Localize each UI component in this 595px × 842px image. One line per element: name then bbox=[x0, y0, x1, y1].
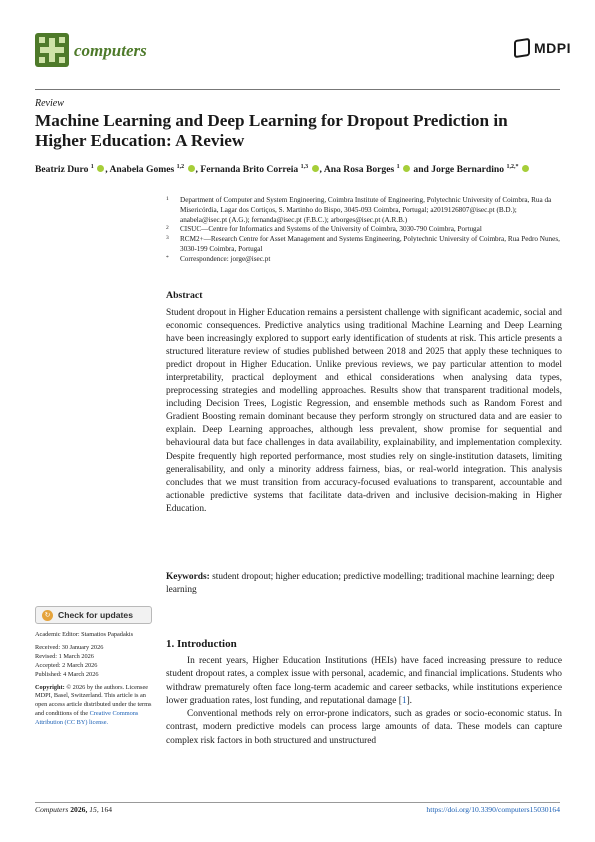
keywords bbox=[166, 571, 562, 597]
orcid-icon[interactable] bbox=[312, 165, 319, 172]
license-link[interactable]: Creative Commons Attribution (CC BY) license. bbox=[35, 710, 139, 727]
footer-divider bbox=[35, 802, 560, 803]
publisher-name: MDPI bbox=[534, 40, 571, 56]
keywords-label: Keywords: bbox=[166, 572, 210, 582]
affiliation-text: RCM2+—Research Centre for Asset Management and Systems Engineering, Polytechnic University of Coimbra, Rua Pedro Nunes, 3030-199 Coimbra, Portugal bbox=[180, 235, 560, 253]
author-name[interactable]: Beatriz Duro bbox=[35, 164, 89, 176]
page-footer bbox=[35, 805, 560, 814]
author-list: Beatriz Duro $^1$ , Anabela Gomes $^{1,2}$ , Fernanda Brito Correia $^{1,3}$ , Ana Rosa Borges $^1$ and Jorge Bernardino $^{1,2,*}$ bbox=[35, 164, 560, 175]
orcid-icon[interactable] bbox=[97, 165, 104, 172]
copyright-label: Copyright: bbox=[35, 683, 65, 691]
received-date: Received: 30 January 2026 bbox=[35, 643, 104, 651]
paragraph bbox=[166, 655, 562, 708]
article-dates bbox=[35, 644, 155, 680]
affiliation-item bbox=[166, 225, 562, 235]
orcid-icon[interactable] bbox=[188, 165, 195, 172]
correspondence-text[interactable]: Correspondence: jorge@isec.pt bbox=[180, 254, 271, 263]
header-divider bbox=[35, 89, 560, 90]
copyright-text: © 2026 by the authors. Licensee MDPI, Basel, Switzerland. This article is an open access article distributed under the terms and conditions of the bbox=[35, 683, 152, 718]
article-title: Machine Learning and Deep Learning for Dropout Prediction in Higher Education: A Review bbox=[35, 111, 508, 150]
check-for-updates-button[interactable] bbox=[35, 606, 152, 624]
footer-year: 2026, bbox=[70, 805, 88, 814]
revised-date: Revised: 1 March 2026 bbox=[35, 652, 94, 660]
author-affil-marker: 1 bbox=[396, 164, 400, 170]
paragraph-text: In recent years, Higher Education Institutions (HEIs) have faced increasing pressure to reduce student dropout rates, a complex issue with personal, academic, and financial implications. Students who withdraw prematurely often face long-term academic and career setbacks, while institutions experience lower graduation rates, lost funding, and reputational damage [ bbox=[166, 656, 562, 706]
author-affil-marker: 1,3 bbox=[300, 164, 309, 170]
author-affil-marker: 1,2,* bbox=[506, 164, 519, 170]
authors-conjunction: and bbox=[413, 164, 429, 176]
article-info-sidebar bbox=[35, 631, 155, 732]
publisher-logo bbox=[514, 39, 571, 57]
refresh-icon: ↻ bbox=[42, 610, 53, 621]
journal-name: computers bbox=[74, 41, 147, 60]
doi-link[interactable]: https://doi.org/10.3390/computers15030164 bbox=[426, 805, 560, 814]
affiliation-text: Department of Computer and System Engineering, Coimbra Institute of Engineering, Polytechnic University of Coimbra, Rua da Misericórdia, Lagar dos Cortiços, S. Martinho do Bispo, 3045-093 Coimbra, Portugal; a2019126807@isec.pt (B.D.); anabela@isec.pt (A.G.); fernanda@isec.pt (F.B.C.); arborges@isec.pt (A.R.B.) bbox=[180, 196, 552, 224]
paragraph: Conventional methods rely on error-prone indicators, such as grades or socio-economic status. In contrast, modern predictive models can process large amounts of data. These models can capture complex risk factors in both structured and unstructured bbox=[166, 709, 562, 746]
mdpi-hexagon-icon bbox=[514, 38, 530, 58]
author-name[interactable]: Anabela Gomes bbox=[109, 164, 175, 176]
accepted-date: Accepted: 2 March 2026 bbox=[35, 661, 98, 669]
footer-article-number: 164 bbox=[100, 805, 113, 814]
published-date: Published: 4 March 2026 bbox=[35, 670, 99, 678]
author-name[interactable]: Fernanda Brito Correia bbox=[200, 164, 299, 176]
section-heading: 1. Introduction bbox=[166, 638, 237, 650]
reference-link[interactable]: 1 bbox=[401, 695, 407, 706]
affiliation-number: 2 bbox=[166, 225, 169, 232]
affiliation-item bbox=[166, 196, 562, 225]
orcid-icon[interactable] bbox=[522, 165, 529, 172]
abstract-heading: Abstract bbox=[166, 290, 203, 301]
author-affil-marker: 1,2 bbox=[176, 164, 185, 170]
journal-logo-icon bbox=[35, 33, 69, 67]
orcid-icon[interactable] bbox=[403, 165, 410, 172]
keywords-text: student dropout; higher education; predictive modelling; traditional machine learning; deep learning bbox=[166, 572, 555, 596]
citation bbox=[35, 805, 112, 814]
author-name[interactable]: Jorge Bernardino bbox=[431, 164, 505, 176]
affiliation-number: 3 bbox=[166, 235, 169, 242]
author-affil-marker: 1 bbox=[90, 164, 94, 170]
affiliation-number: * bbox=[166, 254, 169, 261]
footer-volume: 15, bbox=[89, 805, 99, 814]
paragraph-text: ]. bbox=[406, 695, 413, 706]
academic-editor: Academic Editor: Stamatios Papadakis bbox=[35, 631, 134, 638]
affiliation-number: 1 bbox=[166, 196, 169, 202]
correspondence-item bbox=[166, 255, 562, 265]
affiliation-list bbox=[166, 196, 562, 265]
introduction-body bbox=[166, 655, 562, 748]
author-name[interactable]: Ana Rosa Borges bbox=[323, 164, 395, 176]
footer-journal: Computers bbox=[35, 805, 69, 814]
check-for-updates-label: Check for updates bbox=[58, 610, 133, 620]
affiliation-item bbox=[166, 235, 562, 255]
affiliation-text: CISUC—Centre for Informatics and Systems of the University of Coimbra, 3030-790 Coimbra, Portugal bbox=[180, 225, 482, 234]
copyright-notice bbox=[35, 684, 155, 729]
abstract-text: Student dropout in Higher Education remains a persistent challenge with significant academic, social and economic consequences. Predictive analytics using traditional Machine Learning and Deep Learning have been increasingly explored to support early identification of students at risk. This article presents a structured literature review of studies published between 2018 and 2025 that apply these techniques to predict dropout in Higher Education. Unlike previous reviews, we pay particular attention to model interpretability, practical deployment and ethical considerations when analysing data types, preprocessing strategies and modelling approaches. Results show that transparent traditional models, including Decision Trees, Logistic Regression, and ensemble methods such as Random Forest and Gradient Boosting remain dominant because they perform strongly on structured data and are easier to explain. Deep Learning approaches, although less prevalent, show promise for sequential and behavioural data but face challenges in data availability, explainability, and implementation complexity. Despite frequently high reported performance, most studies rely on single-institution datasets, limiting generalisability, and only a minority address fairness, bias, or real-world integration. This analysis concludes that we must transition from accuracy-focused evaluations to transparent, accountable and actionable predictive systems that facilitate data-driven and inclusive decision-making in Higher Education. bbox=[166, 308, 562, 514]
article-type: Review bbox=[35, 98, 64, 109]
